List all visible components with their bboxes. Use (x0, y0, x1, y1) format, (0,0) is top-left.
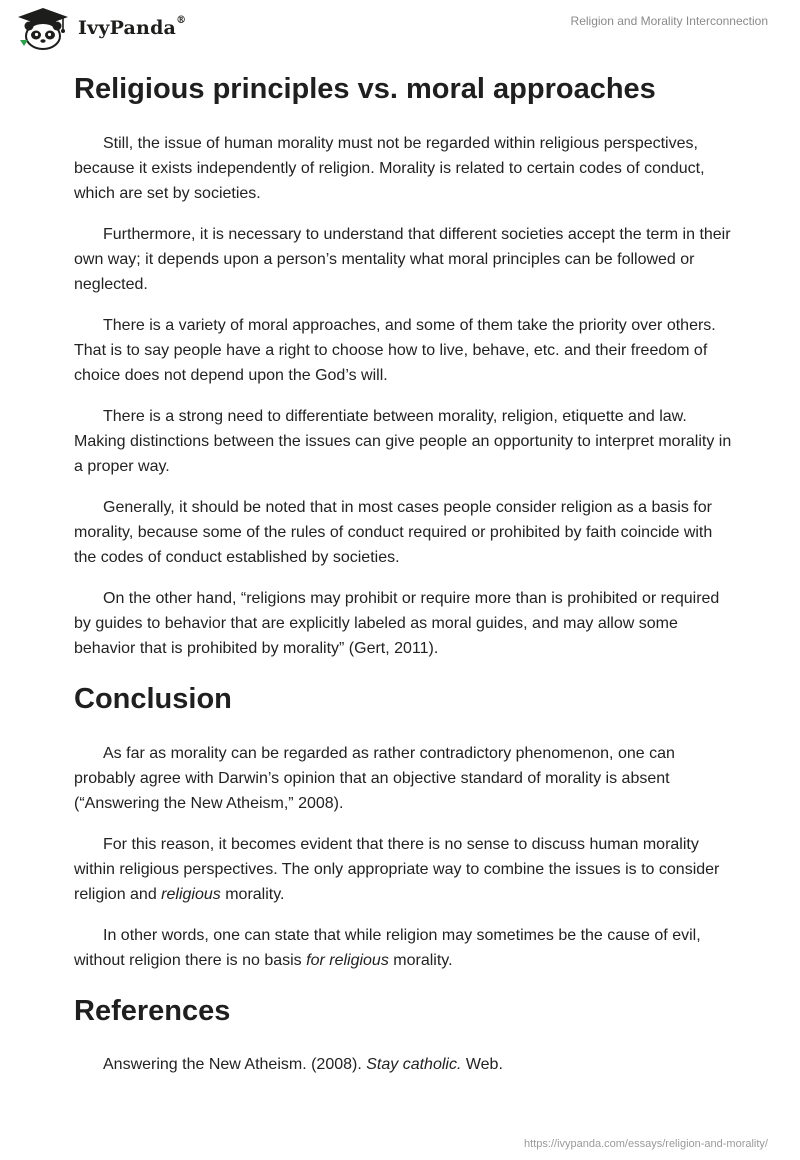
page-header (0, 0, 800, 60)
emphasis: religious (161, 885, 221, 903)
section-heading-principles: Religious principles vs. moral approaches (74, 73, 656, 105)
paragraph: There is a variety of moral approaches, and some of them take the priority over others. That is to say people have a right to choose how to live, behave, etc. and their freedom of choice does not depend upon the God’s will. (74, 316, 716, 384)
panda-logo-icon (14, 6, 72, 50)
paragraph: On the other hand, “religions may prohibit or require more than is prohibited or required by guides to behavior that are explicitly labeled as moral guides, and may allow some behavior that is prohibited by morality” (Gert, 2011). (74, 589, 720, 657)
section-heading-conclusion: Conclusion (74, 682, 232, 715)
reference-source-title: Stay catholic. (366, 1056, 462, 1074)
section-heading-references: References (74, 994, 231, 1027)
paragraph: There is a strong need to differentiate between morality, religion, etiquette and law. Making distinctions between the issues can give people an opportunity to interpret morality in a proper way. (74, 407, 732, 475)
document-title: Religion and Morality Interconnection (570, 14, 768, 28)
article-body (74, 70, 734, 1093)
paragraph: For this reason, it becomes evident that there is no sense to discuss human morality within religious perspectives. The only appropriate way to combine the issues is to consider religion and religious morality. (74, 835, 720, 903)
source-url-link[interactable]: https://ivypanda.com/essays/religion-and-morality/ (524, 1138, 768, 1150)
reference-entry: Answering the New Atheism. (2008). Stay catholic. Web. (103, 1056, 503, 1074)
brand-logo[interactable] (14, 6, 186, 50)
paragraph: Still, the issue of human morality must not be regarded within religious perspectives, because it exists independently of religion. Morality is related to certain codes of conduct, which are set by societies. (74, 134, 705, 202)
paragraph: Generally, it should be noted that in most cases people consider religion as a basis for morality, because some of the rules of conduct required or prohibited by faith coincide with the codes of conduct established by societies. (74, 498, 713, 566)
paragraph: As far as morality can be regarded as rather contradictory phenomenon, one can probably agree with Darwin’s opinion that an objective standard of morality is absent (“Answering the New Atheism,” 2008). (74, 744, 675, 812)
brand-name: IvyPanda® (78, 15, 187, 39)
paragraph: In other words, one can state that while religion may sometimes be the cause of evil, without religion there is no basis for religious morality. (74, 926, 701, 969)
paragraph: Furthermore, it is necessary to understand that different societies accept the term in their own way; it depends upon a person’s mentality what moral principles can be followed or neglected. (74, 225, 731, 293)
emphasis: for religious (306, 951, 389, 969)
